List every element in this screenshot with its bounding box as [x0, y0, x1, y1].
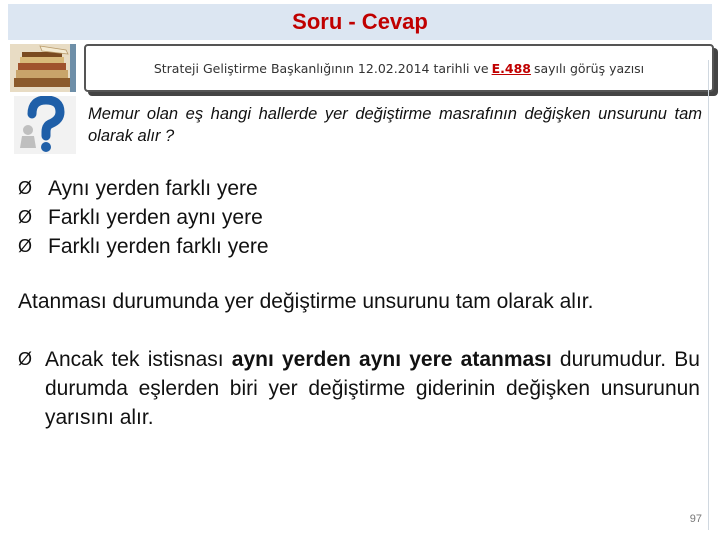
option-text: Farklı yerden farklı yere — [48, 235, 269, 258]
exception-text — [18, 345, 700, 432]
arrow-bullet-icon: Ø — [18, 349, 33, 369]
exception-paragraph — [18, 345, 700, 432]
question-mark-person-icon — [14, 96, 76, 154]
answer-statement: Atanması durumunda yer değiştirme unsurunu tam olarak alır. — [18, 290, 594, 313]
question-text: Memur olan eş hangi hallerde yer değiştirme masrafının değişken unsurunu tam olarak alır ? — [88, 105, 702, 145]
list-item — [18, 203, 269, 232]
page-number: 97 — [689, 513, 702, 525]
title-bar — [8, 4, 712, 40]
exception-after: durumudur. Bu durumda eşlerden biri yer değiştirme giderinin değişken unsurunun yarısını alır. — [45, 348, 700, 429]
exception-before: Ancak tek istisnası — [45, 348, 224, 371]
option-text: Aynı yerden farklı yere — [48, 177, 258, 200]
reference-note — [84, 44, 714, 92]
divider — [708, 60, 709, 530]
list-item — [18, 232, 269, 261]
note-text-before: Strateji Geliştirme Başkanlığının 12.02.2014 tarihli ve — [153, 60, 489, 76]
arrow-bullet-icon: Ø — [18, 178, 33, 198]
document-reference: E.488 — [491, 60, 531, 76]
books-icon — [10, 44, 76, 92]
option-text: Farklı yerden aynı yere — [48, 206, 263, 229]
slide-title: Soru - Cevap — [292, 9, 428, 34]
exception-emphasis: aynı yerden aynı yere atanması — [231, 348, 552, 371]
note-text-after: sayılı görüş yazısı — [533, 60, 645, 76]
arrow-bullet-icon: Ø — [18, 207, 33, 227]
option-list — [18, 174, 269, 261]
list-item — [18, 174, 269, 203]
arrow-bullet-icon: Ø — [18, 236, 33, 256]
